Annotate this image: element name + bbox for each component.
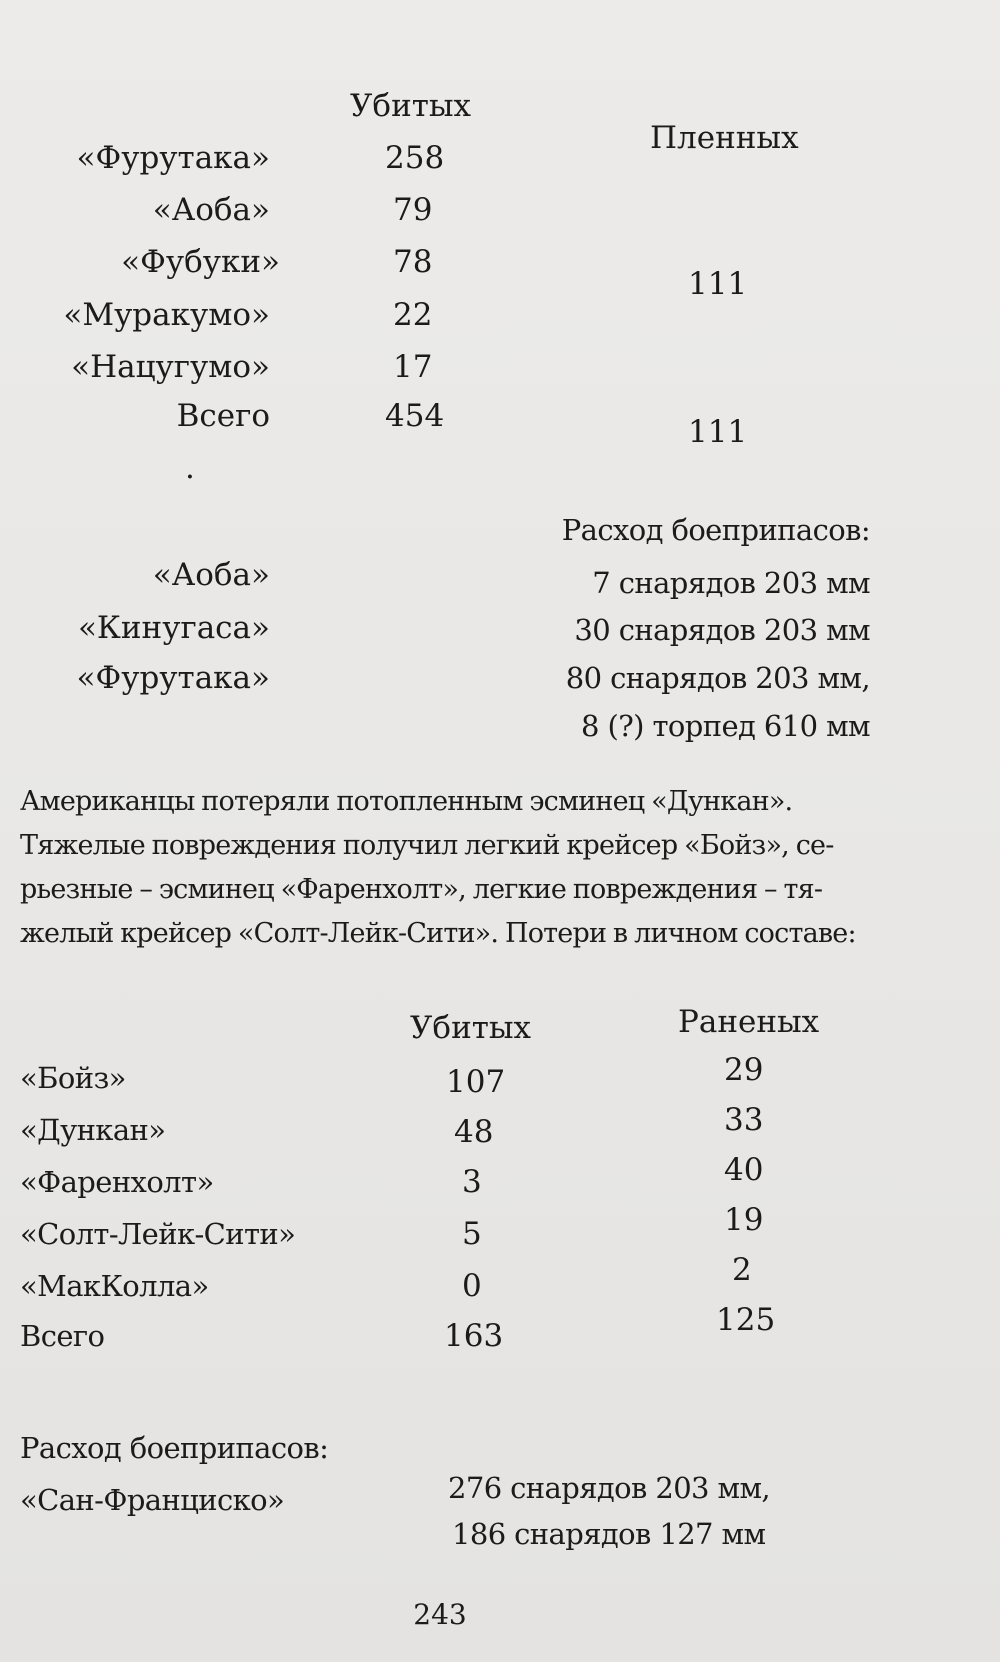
paragraph-line: рьезные – эсминец «Фаренхолт», легкие повреждения – тя- (20, 874, 823, 905)
page-number: 243 (413, 1598, 467, 1631)
us-ammo-ship: «Сан-Франциско» (20, 1483, 285, 1517)
us-header-killed: Убитых (410, 1010, 532, 1046)
jp-captured-fubuki: 111 (688, 266, 748, 302)
jp-ship-fubuki: «Фубуки» (121, 244, 280, 280)
jp-ship-natsugumo: «Нацугумо» (71, 349, 270, 385)
jp-killed-total: 454 (385, 398, 445, 434)
header-killed: Убитых (350, 88, 472, 124)
us-wounded-total: 125 (716, 1302, 776, 1338)
us-ship-salt-lake-city: «Солт-Лейк-Сити» (20, 1217, 296, 1251)
jp-ammo-value-furutaka-torpedoes: 8 (?) торпед 610 мм (581, 709, 870, 743)
jp-ship-furutaka: «Фурутака» (76, 140, 270, 176)
jp-killed-aoba: 79 (393, 192, 433, 228)
jp-killed-murakumo: 22 (393, 297, 433, 333)
stray-mark: . (185, 450, 195, 486)
us-ship-mccalla: «МакКолла» (20, 1269, 209, 1303)
jp-killed-fubuki: 78 (393, 244, 433, 280)
us-killed-total: 163 (444, 1318, 504, 1354)
jp-ship-aoba: «Аоба» (152, 192, 270, 228)
jp-captured-total: 111 (688, 414, 748, 450)
jp-killed-natsugumo: 17 (393, 349, 433, 385)
us-wounded-mccalla: 2 (732, 1252, 752, 1288)
us-ship-duncan: «Дункан» (20, 1113, 166, 1147)
us-ammo-line-2: 186 снарядов 127 мм (452, 1517, 766, 1551)
us-killed-farenholt: 3 (462, 1164, 482, 1200)
jp-ship-murakumo: «Муракумо» (63, 297, 270, 333)
paragraph-american-losses (20, 780, 875, 956)
us-wounded-duncan: 33 (724, 1102, 764, 1138)
us-killed-salt-lake-city: 5 (462, 1216, 482, 1252)
jp-ammo-ship-kinugasa: «Кинугаса» (77, 610, 270, 646)
jp-ammo-value-aoba: 7 снарядов 203 мм (592, 566, 870, 600)
us-killed-boise: 107 (446, 1064, 506, 1100)
us-killed-duncan: 48 (454, 1114, 494, 1150)
us-wounded-farenholt: 40 (724, 1152, 764, 1188)
jp-ammo-value-kinugasa: 30 снарядов 203 мм (574, 613, 870, 647)
us-wounded-boise: 29 (724, 1052, 764, 1088)
jp-ammo-value-furutaka: 80 снарядов 203 мм, (565, 661, 870, 695)
jp-ammo-ship-furutaka: «Фурутака» (76, 660, 270, 696)
jp-ammo-title: Расход боеприпасов: (561, 513, 870, 547)
us-ship-farenholt: «Фаренхолт» (20, 1165, 214, 1199)
paragraph-line: Американцы потеряли потопленным эсминец «Дункан». (20, 786, 793, 817)
us-ammo-line-1: 276 снарядов 203 мм, (448, 1471, 771, 1505)
header-captured: Пленных (650, 120, 799, 156)
jp-ammo-ship-aoba: «Аоба» (152, 557, 270, 593)
us-killed-mccalla: 0 (462, 1268, 482, 1304)
jp-killed-furutaka: 258 (385, 140, 445, 176)
paragraph-line: желый крейсер «Солт-Лейк-Сити». Потери в личном составе: (20, 918, 856, 949)
us-header-wounded: Раненых (678, 1004, 820, 1040)
paragraph-line: Тяжелые повреждения получил легкий крейсер «Бойз», се- (20, 830, 834, 861)
us-ship-total: Всего (20, 1319, 105, 1353)
us-ammo-title: Расход боеприпасов: (20, 1431, 329, 1465)
us-ship-boise: «Бойз» (20, 1061, 126, 1095)
jp-ship-total: Всего (176, 398, 270, 434)
us-wounded-salt-lake-city: 19 (724, 1202, 764, 1238)
